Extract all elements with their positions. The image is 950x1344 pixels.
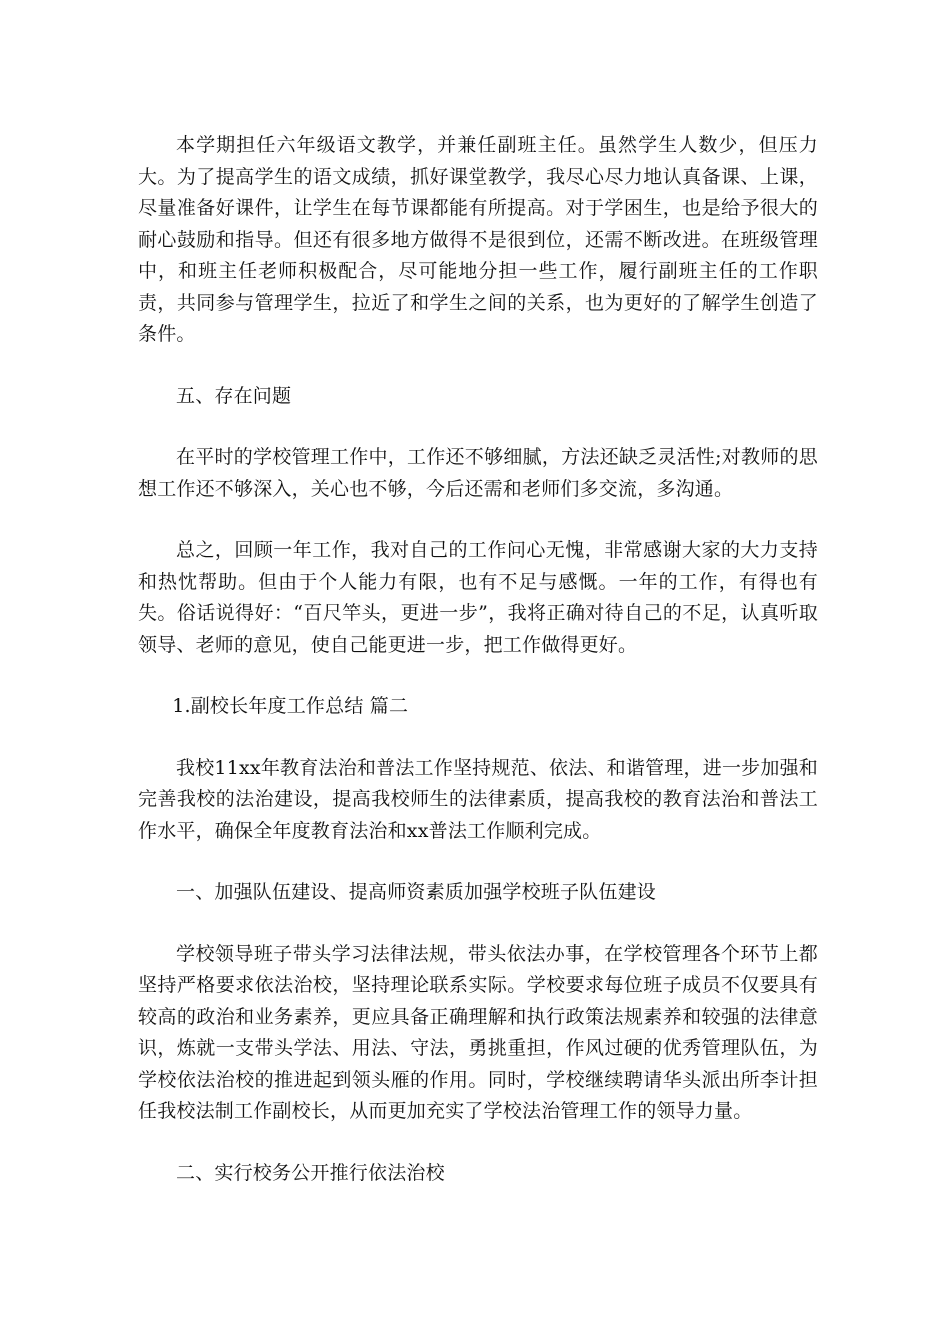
section-heading-team-building: 一、加强队伍建设、提高师资素质加强学校班子队伍建设 xyxy=(176,881,657,903)
section-heading-school-affairs: 二、实行校务公开推行依法治校 xyxy=(176,1161,445,1184)
document-body xyxy=(138,130,818,1219)
paragraph-legal-education-intro: 我校11xx年教育法治和普法工作坚持规范、依法、和谐管理，进一步加强和完善我校的法治建设，提高我校师生的法律素质，提高我校的教育法治和普法工作水平，确保全年度教育法治和xx普法工作顺利完成。 xyxy=(138,756,818,842)
article-title-part-two: 1.副校长年度工作总结 篇二 xyxy=(172,695,409,717)
paragraph-teaching-duties: 本学期担任六年级语文教学，并兼任副班主任。虽然学生人数少，但压力大。为了提高学生的语文成绩，抓好课堂教学，我尽心尽力地认真备课、上课，尽量准备好课件，让学生在每节课都能有所提高。对于学困生，也是给予很大的耐心鼓励和指导。但还有很多地方做得不是很到位，还需不断改进。在班级管理中，和班主任老师积极配合，尽可能地分担一些工作，履行副班主任的工作职责，共同参与管理学生，拉近了和学生之间的关系，也为更好的了解学生创造了条件。 xyxy=(138,134,818,345)
section-heading-existing-problems: 五、存在问题 xyxy=(176,384,292,407)
paragraph-leadership-team: 学校领导班子带头学习法律法规，带头依法办事，在学校管理各个环节上都坚持严格要求依法治校，坚持理论联系实际。学校要求每位班子成员不仅要具有较高的政治和业务素养，更应具备正确理解和执行政策法规素养和较强的法律意识，炼就一支带头学法、用法、守法，勇挑重担，作风过硬的优秀管理队伍，为学校依法治校的推进起到领头雁的作用。同时，学校继续聘请华头派出所李计担任我校法制工作副校长，从而更加充实了学校法治管理工作的领导力量。 xyxy=(138,942,818,1122)
paragraph-conclusion: 总之，回顾一年工作，我对自己的工作问心无愧，非常感谢大家的大力支持和热忱帮助。但由于个人能力有限，也有不足与感慨。一年的工作，有得也有失。俗话说得好：“百尺竿头，更进一步”，我将正确对待自己的不足，认真听取领导、老师的意见，使自己能更进一步，把工作做得更好。 xyxy=(138,539,818,656)
paragraph-management-shortcomings: 在平时的学校管理工作中，工作还不够细腻，方法还缺乏灵活性;对教师的思想工作还不够深入，关心也不够，今后还需和老师们多交流，多沟通。 xyxy=(138,446,818,500)
